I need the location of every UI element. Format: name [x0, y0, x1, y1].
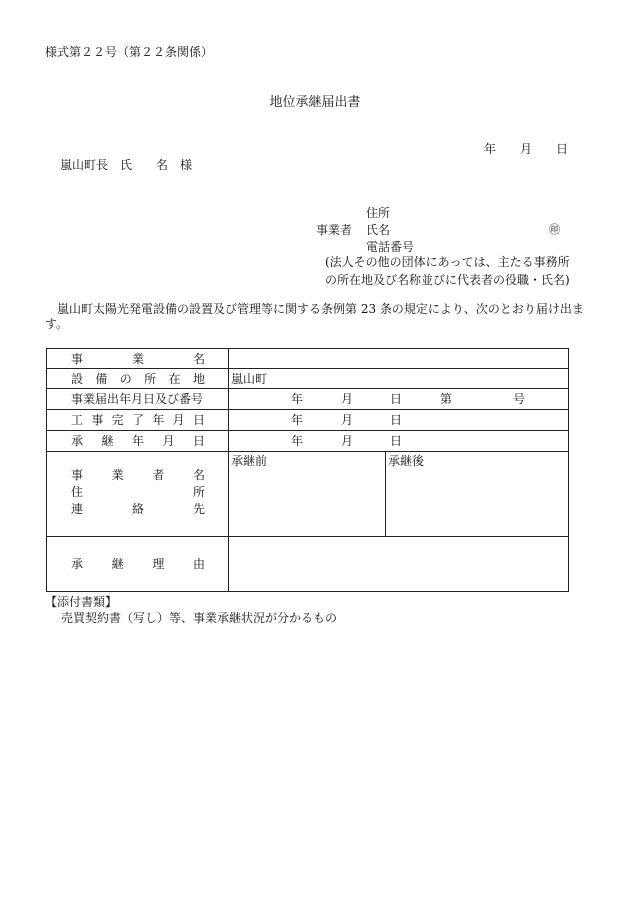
succession-reason-field[interactable]: [229, 537, 569, 592]
document-title: 地位承継届出書: [269, 95, 361, 110]
operator-info-cell: [229, 452, 569, 537]
month-label: 月: [520, 142, 533, 156]
day-label: 日: [556, 142, 569, 156]
attachments-heading: 【添付書類】: [45, 595, 118, 609]
table-row: [47, 369, 569, 389]
table-row: [47, 537, 569, 592]
table-row: [47, 389, 569, 410]
corporation-note: [325, 253, 570, 289]
table-row: [47, 349, 569, 369]
business-operator-label: 事業者: [316, 223, 353, 237]
after-succession-field[interactable]: [386, 452, 568, 536]
table-row: [47, 452, 569, 537]
address-label: 住所: [366, 206, 391, 220]
business-name-label: 事 業 名: [47, 349, 229, 369]
date-line: [484, 143, 568, 155]
succession-form-table: [46, 348, 569, 592]
after-succession-label: 承継後: [388, 454, 425, 468]
notification-date-number-field[interactable]: 年 月 日 第 号: [229, 389, 569, 410]
phone-label: 電話番号: [366, 240, 415, 254]
name-label: 氏名: [366, 223, 391, 237]
year-label: 年: [484, 142, 497, 156]
table-row: [47, 410, 569, 431]
completion-date-label: 工 事 完 了 年 月 日: [47, 410, 229, 431]
notification-date-number-label: 事業届出年月日及び番号: [47, 389, 229, 410]
table-row: [47, 431, 569, 452]
succession-reason-label: 承 継 理 由: [47, 537, 229, 592]
before-succession-field[interactable]: [229, 452, 386, 536]
attachments-item: 売買契約書（写し）等、事業承継状況が分かるもの: [61, 611, 338, 625]
facility-location-field[interactable]: 嵐山町: [229, 369, 569, 389]
corporation-note-line: (法人その他の団体にあっては、主たる事務所: [325, 255, 570, 269]
operator-info-label: 事 業 者 名 住 所 連 絡 先: [47, 452, 229, 537]
completion-date-field[interactable]: 年 月 日: [229, 410, 569, 431]
facility-location-label: 設 備 の 所 在 地: [47, 369, 229, 389]
seal-mark: ㊞: [549, 223, 560, 236]
corporation-note-line: の所在地及び名称並びに代表者の役職・氏名): [325, 273, 570, 287]
succession-date-field[interactable]: 年 月 日: [229, 431, 569, 452]
form-number: 様式第２２号（第２２条関係）: [45, 45, 214, 59]
addressee: 嵐山町長 氏 名 様: [60, 158, 193, 172]
before-succession-label: 承継前: [231, 454, 268, 468]
business-name-field[interactable]: [229, 349, 569, 369]
declaration-text: 嵐山町太陽光発電設備の設置及び管理等に関する条例第 23 条の規定により、次のとおり届け出ます。: [45, 302, 584, 331]
succession-date-label: 承 継 年 月 日: [47, 431, 229, 452]
